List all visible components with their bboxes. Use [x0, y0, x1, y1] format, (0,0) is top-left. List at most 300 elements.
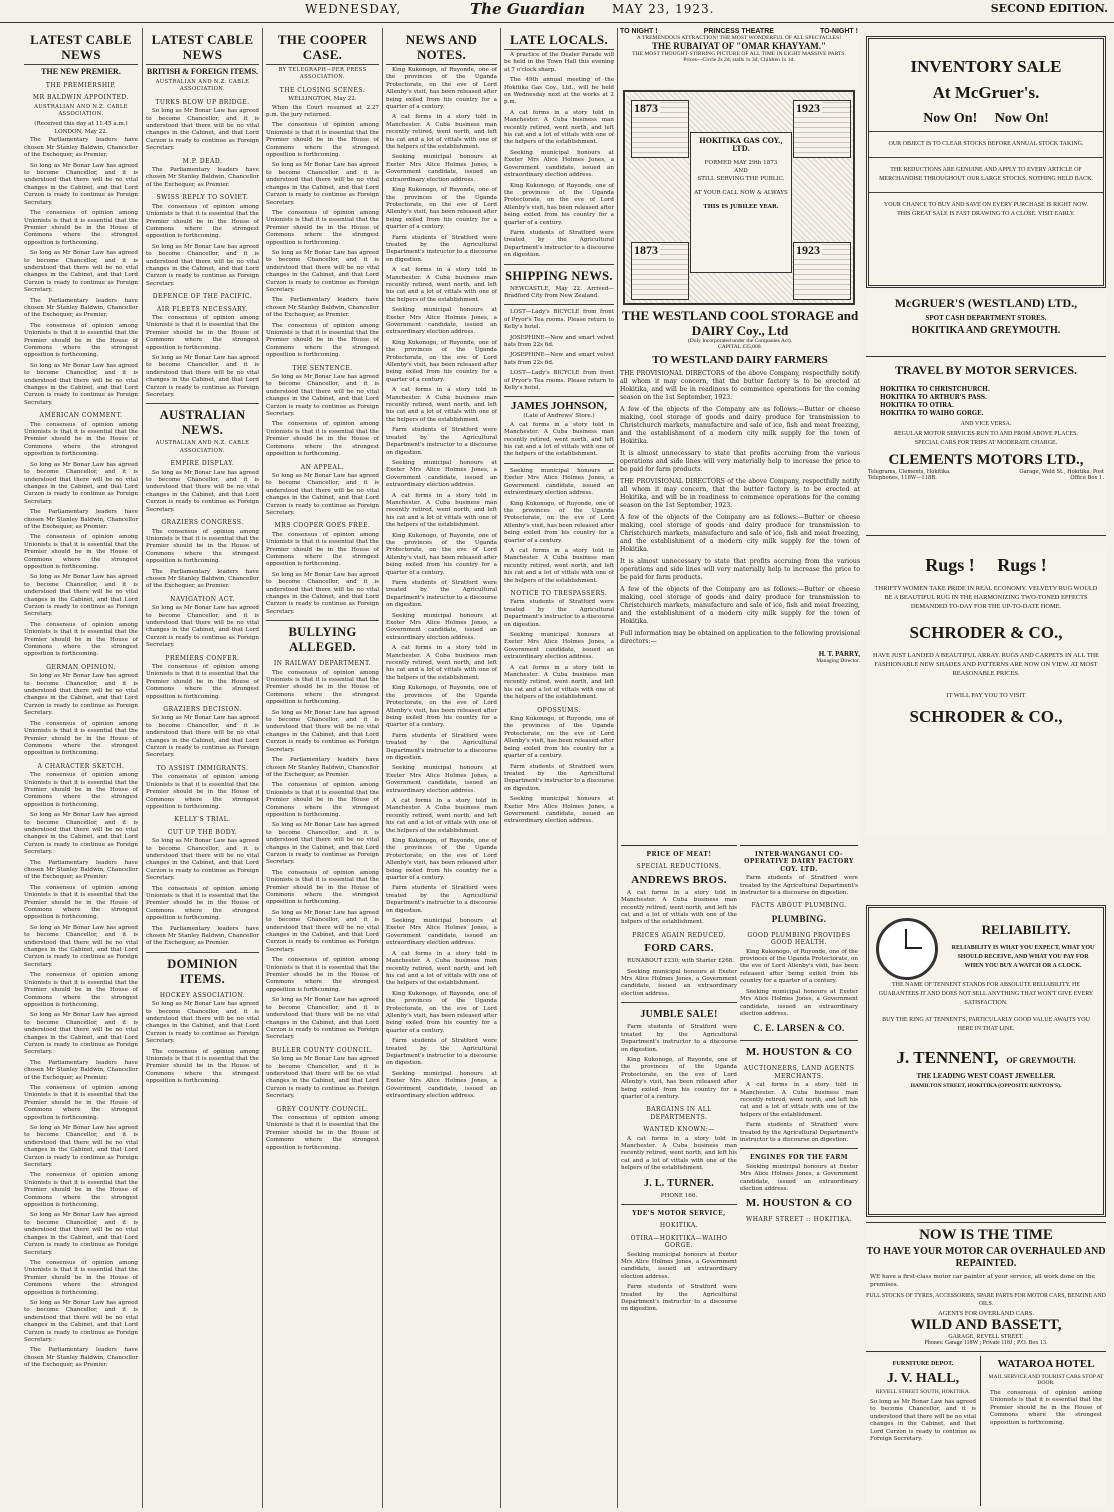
article-paragraph: Farm students of Stratford were treated by the Agricultural Department's instructor to a discourse on digestion.	[504, 599, 614, 628]
column-heading: NEWS AND NOTES.	[386, 32, 497, 65]
article-paragraph: The Parliamentary leaders have chosen Mr Stanley Baldwin, Chancellor of the Exchequer, as Premier.	[24, 1347, 138, 1369]
wataroa-text: The consensus of opinion among Unionists is that it is essential that the Premier should be in the House of Commons where the strongest opposition is forthcoming.	[990, 1390, 1102, 1426]
column-heading: THE COOPER CASE.	[266, 32, 379, 65]
plumbing-sub: GOOD PLUMBING PROVIDES GOOD HEALTH.	[747, 931, 851, 947]
westland-paragraph: A few of the objects of the Company are as follows:—Butter or cheese making, cool storage of goods and dairy produce for transmission to Christchurch markets, manufacture and sale of ice, fish and meat freezing, and the establishment of a modern city milk supply for the town of Hokitika.	[620, 406, 860, 445]
article-paragraph: A cat forms in a story told in Manchester. A Cuba business man recently retired, went north, and left his cat and a lot of vittals with one of the helpers of the establishment.	[386, 387, 497, 423]
hall-furniture-ad	[866, 1356, 981, 1506]
article-paragraph: The Parliamentary leaders have chosen Mr Stanley Baldwin, Chancellor of the Exchequer, as Premier.	[146, 925, 259, 947]
article-paragraph: A cat forms in a story told in Manchester. A Cuba business man recently retired, went north, and left his cat and a lot of vittals with one of the helpers of the establishment.	[504, 547, 614, 584]
gas-call: AT YOUR CALL NOW & ALWAYS	[694, 190, 788, 196]
article-paragraph: The consensus of opinion among Unionists is that it is essential that the Premier should be in the House of Commons where the strongest opposition is forthcoming.	[24, 1172, 138, 1209]
westland-signature: H. T. PARRY,	[818, 650, 860, 658]
article-paragraph: Seeking municipal honours at Exeter Mrs Alice Holmes Jones, a Government candidate, issued an extraordinary election address.	[386, 459, 497, 489]
small-ads-left	[621, 845, 737, 1511]
article-caption: BULLER COUNTY COUNCIL.	[271, 1046, 374, 1054]
section-heading: BULLYING ALLEGED.	[288, 625, 357, 655]
article-paragraph: The consensus of opinion among Unionists is that it is essential that the Premier should be in the House of Commons where the strongest opposition is forthcoming.	[266, 669, 379, 706]
column-rule	[142, 28, 143, 1508]
article-paragraph: So long as Mr Bonar Law has agreed to become Chancellor, and it is understood that there will be no vital changes in the Cabinet, and that Lord Curzon is ready to continue as Foreign Secretary.	[24, 1299, 138, 1343]
article-caption: THE SENTENCE.	[292, 364, 353, 372]
inventory-store: At McGruer's.	[932, 83, 1040, 102]
article-paragraph: So long as Mr Bonar Law has agreed to become Chancellor, and it is understood that there will be no vital changes in the Cabinet, and that Lord Curzon is ready to continue as Foreign Secretary.	[24, 1125, 138, 1169]
ad-text: Farm students of Stratford were treated by the Agricultural Department's instructor to a discourse on digestion.	[740, 875, 858, 897]
ad-text: A cat forms in a story told in Manchester. A Cuba business man recently retired, went north, and left his cat and a lot of vittals with one of the helpers of the establishment.	[621, 889, 737, 926]
article-paragraph: Seeking municipal honours at Exeter Mrs Alice Holmes Jones, a Government candidate, issued an extraordinary election address.	[386, 154, 497, 183]
divider	[504, 304, 614, 305]
article-paragraph: The Parliamentary leaders have chosen Mr Stanley Baldwin, Chancellor of the Exchequer, as Premier.	[24, 509, 138, 530]
schroder-name: SCHRODER & CO.,	[909, 623, 1063, 642]
article-paragraph: A practice of the Dealer Parade will be held in the Town Hall this evening at 7 o'clock sharp.	[504, 52, 614, 73]
theatre-feature: THE RUBAIYAT OF "OMAR KHAYYAM."	[651, 41, 827, 51]
article-paragraph: So long as Mr Bonar Law has agreed to become Chancellor, and it is understood that there will be no vital changes in the Cabinet, and that Lord Curzon is ready to continue as Foreign Secretary.	[146, 355, 259, 399]
article-paragraph: So long as Mr Bonar Law has agreed to become Chancellor, and it is understood that there will be no vital changes in the Cabinet, and that Lord Curzon is ready to continue as Foreign Secretary.	[146, 715, 259, 759]
article-paragraph: So long as Mr Bonar Law has agreed to become Chancellor, and it is understood that there will be no vital changes in the Cabinet, and that Lord Curzon is ready to continue as Foreign Secretary.	[24, 574, 138, 618]
gas-still-serving: STILL SERVING THE PUBLIC.	[697, 176, 785, 182]
article-paragraph: A cat forms in a story told in Manchester. A Cuba business man recently retired, went north, and left his cat and a lot of vittals with one of the helpers of the establishment.	[386, 492, 497, 529]
westland-paragraph: Full information may be obtained on application to the following provisional directors:—	[620, 630, 860, 645]
advertiser-name: JAMES JOHNSON,	[511, 400, 607, 413]
article-paragraph: Farm students of Stratford were treated by the Agricultural Department's instructor to a discourse on digestion.	[386, 1038, 497, 1067]
ad-text: Seeking municipal honours at Exeter Mrs Alice Holmes Jones, a Government candidate, issued an extraordinary election address.	[621, 968, 737, 997]
advertiser-sub: (Late of Andrews' Store.)	[523, 413, 595, 420]
divider	[869, 131, 1103, 132]
divider	[621, 1002, 737, 1003]
article-paragraph: So long as Mr Bonar Law has agreed to become Chancellor, and it is understood that there will be no vital changes in the Cabinet, and that Lord Curzon is ready to continue as Foreign Secretary.	[24, 162, 138, 206]
now-time-sub: TO HAVE YOUR MOTOR CAR OVERHAULED AND REPAINTED.	[866, 1246, 1106, 1269]
masthead-day: WEDNESDAY,	[305, 2, 402, 16]
article-paragraph: So long as Mr Bonar Law has agreed to become Chancellor, and it is understood that there will be no vital changes in the Cabinet, and that Lord Curzon is ready to continue as Foreign Secretary.	[146, 1001, 259, 1045]
article-paragraph: So long as Mr Bonar Law has agreed to become Chancellor, and it is understood that there will be no vital changes in the Cabinet, and that Lord Curzon is ready to continue as Foreign Secretary.	[24, 362, 138, 406]
engines-caption: ENGINES FOR THE FARM	[749, 1154, 849, 1162]
gas-company-ad	[623, 90, 855, 305]
ad-caption: SPECIAL REDUCTIONS.	[636, 863, 722, 871]
divider	[504, 463, 614, 464]
wataroa-hotel-ad	[986, 1356, 1106, 1506]
dairy-co-caption: INTER-WANGANUI CO-OPERATIVE DAIRY FACTORY COY. LTD.	[744, 851, 854, 873]
divider	[869, 157, 1103, 158]
now-time-title: NOW IS THE TIME	[919, 1227, 1053, 1243]
watch-icon	[876, 918, 938, 980]
now-time-stocks: FULL STOCKS OF TYRES, ACCESSORIES, SPARE PARTS FOR MOTOR CARS, BENZINE AND OILS.	[866, 1293, 1106, 1307]
article-paragraph: The consensus of opinion among Unionists is that it is essential that the Premier should be in the House of Commons where the strongest opposition is forthcoming.	[24, 772, 138, 808]
article-paragraph: King Kukonogo, of Ruyonde, one of the provinces of the Uganda Protectorate, on the eve of Lord Allenby's visit, has been released after being exiled from his country for a quarter of a century.	[386, 990, 497, 1034]
divider	[266, 620, 379, 621]
travel-vice-versa: AND VICE VERSA.	[960, 421, 1012, 427]
section-heading: AUSTRALIAN NEWS.	[159, 408, 246, 438]
received-line: (Received this day at 11.45 a.m.)	[34, 120, 128, 127]
inventory-sale-ad	[866, 36, 1106, 288]
article-paragraph: A cat forms in a story told in Manchester. A Cuba business man recently retired, went north, and left his cat and a lot of vittals with one of the helpers of the establishment.	[504, 109, 614, 146]
theatre-left: TO NIGHT !	[620, 28, 658, 35]
gas-company-name: HOKITIKA GAS COY., LTD.	[699, 136, 783, 153]
article-paragraph: So long as Mr Bonar Law has agreed to become Chancellor, and it is understood that there will be no vital changes in the Cabinet, and that Lord Curzon is ready to continue as Foreign Secretary.	[266, 822, 379, 866]
article-paragraph: The consensus of opinion among Unionists is that it is essential that the Premier should be in the House of Commons where the strongest opposition is forthcoming.	[24, 720, 138, 757]
ydes-town: HOKITIKA.	[659, 1222, 699, 1230]
rugs-visit: IT WILL PAY YOU TO VISIT	[946, 692, 1026, 699]
article-paragraph: The consensus of opinion among Unionists is that it is essential that the Premier should be in the House of Commons where the strongest opposition is forthcoming.	[266, 209, 379, 246]
gas-jubilee: THIS IS JUBILEE YEAR.	[703, 204, 779, 210]
article-paragraph: The consensus of opinion among Unionists is that it is essential that the Premier should be in the House of Commons where the strongest opposition is forthcoming.	[24, 621, 138, 658]
article-paragraph: The consensus of opinion among Unionists is that it is essential that the Premier should be in the House of Commons where the strongest opposition is forthcoming.	[24, 884, 138, 921]
article-paragraph: The consensus of opinion among Unionists is that it is essential that the Premier should be in the House of Commons where the strongest opposition is forthcoming.	[266, 1114, 379, 1151]
ad-caption: WANTED KNOWN:—	[643, 1126, 715, 1134]
article-paragraph: So long as Mr Bonar Law has agreed to become Chancellor, and it is understood that there will be no vital changes in the Cabinet, and that Lord Curzon is ready to continue as Foreign Secretary.	[24, 673, 138, 717]
article-paragraph: The Parliamentary leaders have chosen Mr Stanley Baldwin, Chancellor of the Exchequer, as Premier.	[24, 1059, 138, 1081]
ad-text: Seeking municipal honours at Exeter Mrs Alice Holmes Jones, a Government candidate, issued an extraordinary election address.	[621, 1251, 737, 1280]
article-paragraph: The consensus of opinion among Unionists is that it is essential that the Premier should be in the House of Commons where the strongest opposition is forthcoming.	[266, 122, 379, 159]
article-paragraph: The consensus of opinion among Unionists is that it is essential that the Premier should be in the House of Commons where the strongest opposition is forthcoming.	[266, 322, 379, 359]
masthead-edition: SECOND EDITION.	[990, 2, 1108, 15]
article-paragraph: A cat forms in a story told in Manchester. A Cuba business man recently retired, went north, and left his cat and a lot of vittals with one of the helpers of the establishment.	[504, 664, 614, 701]
article-caption: GREY COUNTY COUNCIL.	[276, 1105, 369, 1113]
ad-text: Farm students of Stratford were treated by the Agricultural Department's instructor to a discourse on digestion.	[621, 1284, 737, 1313]
westland-paragraph: It is almost unnecessary to state that profits accruing from the various operations and side lines will very materially help to increase the price to be paid for farm products.	[620, 558, 860, 581]
year-box	[631, 242, 689, 300]
houston-name-repeat: M. HOUSTON & CO	[745, 1197, 853, 1210]
turner-phone: PHONE 166.	[660, 1192, 698, 1199]
gas-and: AND	[734, 168, 748, 174]
article-paragraph: So long as Mr Bonar Law has agreed to become Chancellor, and it is understood that there will be no vital changes in the Cabinet, and that Lord Curzon is ready to continue as Foreign Secretary.	[266, 1056, 379, 1100]
route-item: HOKITIKA TO OTIRA.	[880, 402, 954, 409]
article-caption: HOCKEY ASSOCIATION.	[159, 991, 246, 999]
article-paragraph: So long as Mr Bonar Law has agreed to become Chancellor, and it is understood that there will be no vital changes in the Cabinet, and that Lord Curzon is ready to continue as Foreign Secretary.	[266, 909, 379, 953]
now-time-text: WE have a first-class motor car painter at your service, all work done on the premises.	[870, 1274, 1095, 1288]
tennent-name: J. TENNENT,	[896, 1048, 999, 1067]
section-subheading: THE NEW PREMIER.	[41, 67, 121, 76]
wataroa-mail: MAIL SERVICE AND TOURIST CARS STOP AT DOOR.	[988, 1374, 1104, 1386]
ad-text: A cat forms in a story told in Manchester. A Cuba business man recently retired, went north, and left his cat and a lot of vittals with one of the helpers of the establishment.	[740, 1082, 858, 1118]
ad-text: A cat forms in a story told in Manchester. A Cuba business man recently retired, went north, and left his cat and a lot of vittals with one of the helpers of the establishment.	[621, 1135, 737, 1172]
turner-name: J. L. TURNER.	[643, 1177, 715, 1189]
westland-paragraph: A few of the objects of the Company are as follows:—Butter or cheese making, cool storage of goods and dairy produce for transmission to Christchurch markets, manufacture and sale of ice, fish and meat freezing, and the establishment of a modern city milk supply for the town of Hokitika.	[620, 586, 860, 625]
tennent-line	[869, 1048, 1103, 1068]
article-paragraph: The consensus of opinion among Unionists is that it is essential that the Premier should be in the House of Commons where the strongest opposition is forthcoming.	[24, 1259, 138, 1296]
article-paragraph: The Parliamentary leaders have chosen Mr Stanley Baldwin, Chancellor of the Exchequer, as Premier.	[146, 167, 259, 188]
article-paragraph: So long as Mr Bonar Law has agreed to become Chancellor, and it is understood that there will be no vital changes in the Cabinet, and that Lord Curzon is ready to continue as Foreign Secretary.	[146, 243, 259, 287]
ydes-route: OTIRA—HOKITIKA—WAIHO GORGE.	[630, 1234, 728, 1250]
article-paragraph: The consensus of opinion among Unionists is that it is essential that the Premier should be in the House of Commons where the strongest opposition is forthcoming.	[266, 957, 379, 993]
column-foreign-items	[146, 30, 259, 1508]
article-paragraph: King Kukonogo, of Ruyonde, one of the provinces of the Uganda Protectorate, on the eve of Lord Allenby's visit, has been released after being exiled from his country for a quarter of a century.	[504, 182, 614, 226]
article-paragraph: Seeking municipal honours at Exeter Mrs Alice Holmes Jones, a Government candidate, issued an extraordinary election address.	[504, 796, 614, 825]
section-heading: DOMINION ITEMS.	[167, 956, 238, 986]
route-item: HOKITIKA TO CHRISTCHURCH.	[880, 386, 990, 393]
schroder-name-repeat: SCHRODER & CO.,	[909, 707, 1063, 726]
ad-caption: BARGAINS IN ALL DEPARTMENTS.	[646, 1106, 712, 1121]
now-time-agents: AGENTS FOR OVERLAND CARS.	[938, 1310, 1034, 1317]
wild-bassett-garage: GARAGE, REVELL STREET.	[948, 1334, 1024, 1340]
masthead	[0, 0, 1114, 23]
andrews-bros: ANDREWS BROS.	[631, 873, 727, 886]
rugs-arrivals: HAVE JUST LANDED A BEAUTIFUL ARRAY. RUGS AND CARPETS IN ALL THE FASHIONABLE NEW SHADES AND PATTERNS ARE NOW ON VIEW. AT MOST REASONABLE PRICES.	[872, 652, 1100, 677]
bottom-right-ads	[866, 1356, 1106, 1508]
article-paragraph: So long as Mr Bonar Law has agreed to become Chancellor, and it is understood that there will be no vital changes in the Cabinet, and that Lord Curzon is ready to continue as Foreign Secretary.	[24, 812, 138, 856]
article-paragraph: A cat forms in a story told in Manchester. A Cuba business man recently retired, went north, and left his cat and a lot of vittals with one of the helpers of the establishment.	[386, 797, 497, 834]
tennent-address: HAMILTON STREET, HOKITIKA (OPPOSITE RENTON'S).	[910, 1083, 1062, 1089]
article-paragraph: The consensus of opinion among Unionists is that it is essential that the Premier should be in the House of Commons where the strongest opposition is forthcoming.	[266, 421, 379, 458]
ad-text: Seeking municipal honours at Exeter Mrs Alice Holmes Jones, a Government candidate, issued an extraordinary election address.	[740, 1163, 858, 1192]
article-paragraph: So long as Mr Bonar Law has agreed to become Chancellor, and it is understood that there will be no vital changes in the Cabinet, and that Lord Curzon is ready to continue as Foreign Secretary.	[24, 924, 138, 968]
article-paragraph: So long as Mr Bonar Law has agreed to become Chancellor, and it is understood that there will be no vital changes in the Cabinet, and that Lord Curzon is ready to continue as Foreign Secretary.	[146, 108, 259, 152]
article-paragraph: So long as Mr Bonar Law has agreed to become Chancellor, and it is understood that there will be no vital changes in the Cabinet, and that Lord Curzon is ready to continue as Foreign Secretary.	[266, 472, 379, 516]
theatre-tagline: A TREMENDOUS ATTRACTION! THE MOST WONDERFUL OF ALL SPECTACLES!	[636, 35, 842, 41]
article-paragraph: A cat forms in a story told in Manchester. A Cuba business man recently retired, went north, and left his cat and a lot of vittals with one of the helpers of the establishment.	[386, 950, 497, 987]
clements-motors: CLEMENTS MOTORS LTD.,	[888, 452, 1084, 468]
article-paragraph: The Parliamentary leaders have chosen Mr Stanley Baldwin, Chancellor of the Exchequer, as Premier.	[146, 568, 259, 590]
article-caption: PREMIERS CONFER.	[165, 654, 240, 662]
column-rule	[617, 28, 618, 1508]
westland-capital: CAPITAL £35,000.	[718, 344, 762, 350]
rugs-title: Rugs ! Rugs !	[925, 555, 1047, 575]
dateline: WELLINGTON, May 22.	[288, 96, 357, 103]
article-paragraph: The Parliamentary leaders have chosen Mr Stanley Baldwin, Chancellor of the Exchequer, as Premier.	[24, 297, 138, 319]
inventory-reductions: THE REDUCTIONS ARE GENUINE AND APPLY TO EVERY ARTICLE OF MERCHANDISE THROUGHOUT OUR LARGE STOCKS. NOTHING HELD BACK.	[879, 167, 1093, 182]
ad-text: Farm students of Stratford were treated by the Agricultural Department's instructor to a discourse on digestion.	[621, 1024, 737, 1053]
article-paragraph: So long as Mr Bonar Law has agreed to become Chancellor, and it is understood that there will be no vital changes in the Cabinet, and that Lord Curzon is ready to continue as Foreign Secretary.	[266, 249, 379, 293]
inventory-now-on: Now On! Now On!	[923, 111, 1049, 126]
article-paragraph: A cat forms in a story told in Manchester. A Cuba business man recently retired, went north, and left his cat and a lot of vittals with one of the helpers of the establishment.	[386, 114, 497, 151]
column-rule	[382, 28, 383, 1508]
houston-address: WHARF STREET :: HOKITIKA.	[746, 1216, 852, 1224]
classified-ad: LOST—Lady's BICYCLE from front of Pryor's Tea rooms. Please return to Kelly's hotel.	[504, 370, 614, 392]
mcgruers-ad	[866, 290, 1106, 352]
article-paragraph: The consensus of opinion among Unionists is that it is essential that the Premier should be in the House of Commons where the strongest opposition is forthcoming.	[24, 972, 138, 1008]
travel-title: TRAVEL BY MOTOR SERVICES.	[894, 363, 1078, 377]
classified-ad: A cat forms in a story told in Manchester. A Cuba business man recently retired, went north, and left his cat and a lot of vittals with one of the helpers of the establishment.	[504, 421, 614, 458]
article-paragraph: So long as Mr Bonar Law has agreed to become Chancellor, and it is understood that there will be no vital changes in the Cabinet, and that Lord Curzon is ready to continue as Foreign Secretary.	[266, 162, 379, 206]
wataroa-name: WATAROA HOTEL	[997, 1358, 1095, 1370]
westland-signature-role: Managing Director.	[816, 658, 860, 664]
westland-title: THE WESTLAND COOL STORAGE and DAIRY Coy., Ltd	[621, 308, 859, 338]
ad-caption: PRICES AGAIN REDUCED.	[632, 931, 726, 939]
divider	[146, 952, 259, 953]
theatre-prices: Prices—Circle 2s 2d; stalls 1s 3d; Children 1s 1d.	[683, 57, 795, 63]
hall-address: REVELL STREET SOUTH, HOKITIKA.	[875, 1389, 971, 1395]
ford-cars: FORD CARS.	[644, 942, 714, 955]
westland-subtitle: TO WESTLAND DAIRY FARMERS	[652, 354, 828, 366]
divider	[869, 192, 1103, 193]
article-paragraph: The consensus of opinion among Unionists is that it is essential that the Premier should be in the House of Commons where the strongest opposition is forthcoming.	[24, 421, 138, 458]
westland-paragraph: THE PROVISIONAL DIRECTORS of the above Company, respectfully notify all whom it may concern, that the butter factory is to be erected at Hokitika, and will be in readiness to commence operations for the coming season on the 1st September, 1923.	[620, 370, 860, 401]
article-paragraph: Seeking municipal honours at Exeter Mrs Alice Holmes Jones, a Government candidate, issued an extraordinary election address.	[386, 765, 497, 794]
article-paragraph: The consensus of opinion among Unionists is that it is essential that the Premier should be in the House of Commons where the strongest opposition is forthcoming.	[146, 664, 259, 700]
article-paragraph: So long as Mr Bonar Law has agreed to become Chancellor, and it is understood that there will be no vital changes in the Cabinet, and that Lord Curzon is ready to continue as Foreign Secretary.	[24, 1212, 138, 1256]
column-rule	[500, 28, 501, 1508]
article-paragraph: The Parliamentary leaders have chosen Mr Stanley Baldwin, Chancellor of the Exchequer, as Premier.	[266, 297, 379, 319]
masthead-date: MAY 23, 1923.	[612, 2, 715, 16]
article-paragraph: The consensus of opinion among Unionists is that it is essential that the Premier should be in the House of Commons where the strongest opposition is forthcoming.	[146, 1048, 259, 1085]
article-paragraph: So long as Mr Bonar Law has agreed to become Chancellor, and it is understood that there will be no vital changes in the Cabinet, and that Lord Curzon is ready to continue as Foreign Secretary.	[266, 571, 379, 615]
article-caption: DEFENCE OF THE PACIFIC.	[152, 293, 253, 301]
ad-text: Seeking municipal honours at Exeter Mrs Alice Holmes Jones, a Government candidate, issued an extraordinary election address.	[740, 988, 858, 1017]
year-label: 1923	[796, 243, 820, 257]
article-paragraph: So long as Mr Bonar Law has agreed to become Chancellor, and it is understood that there will be no vital changes in the Cabinet, and that Lord Curzon is ready to continue as Foreign Secretary.	[24, 1012, 138, 1056]
article-paragraph: The consensus of opinion among Unionists is that it is essential that the Premier should be in the House of Commons where the strongest opposition is forthcoming.	[146, 528, 259, 565]
tennent-tagline: THE LEADING WEST COAST JEWELLER.	[916, 1072, 1056, 1080]
article-paragraph: So long as Mr Bonar Law has agreed to become Chancellor, and it is understood that there will be no vital changes in the Cabinet, and that Lord Curzon is ready to continue as Foreign Secretary.	[146, 469, 259, 513]
article-paragraph: When the Court resumed at 2.27 p.m. the jury returned.	[266, 104, 379, 119]
inventory-title: INVENTORY SALE	[910, 57, 1062, 76]
article-paragraph: Farm students of Stratford were treated by the Agricultural Department's instructor to a discourse on digestion.	[386, 732, 497, 761]
article-caption: GRAZIERS DECISION.	[163, 706, 242, 714]
classified-ad: JOSEPHINE—New and smart velvet hats from 22s 6d.	[504, 334, 614, 348]
mcgruers-sub: SPOT CASH DEPARTMENT STORES.	[925, 314, 1047, 322]
wild-bassett-phones: Phones: Garage 118W ; Private 118J ; P.O. Box 13.	[924, 1340, 1048, 1346]
article-paragraph: The consensus of opinion among Unionists is that it is essential that the Premier should be in the House of Commons where the strongest opposition is forthcoming.	[266, 782, 379, 818]
article-caption: MRS COOPER GOES FREE.	[274, 522, 371, 530]
plumbing-title: PLUMBING.	[771, 913, 827, 924]
article-paragraph: So long as Mr Bonar Law has agreed to become Chancellor, and it is understood that there will be no vital changes in the Cabinet, and that Lord Curzon is ready to continue as Foreign Secretary.	[266, 374, 379, 418]
houston-name: M. HOUSTON & CO	[745, 1046, 853, 1059]
classified-ad: JOSEPHINE—New and smart velvet hats from 22s 6d.	[504, 352, 614, 366]
year-label: 1923	[796, 101, 820, 115]
wild-bassett-name: WILD AND BASSETT,	[910, 1317, 1062, 1333]
mcgruers-name: McGRUER'S (WESTLAND) LTD.,	[894, 296, 1078, 310]
year-label: 1873	[634, 243, 658, 257]
article-paragraph: So long as Mr Bonar Law has agreed to become Chancellor, and it is understood that there will be no vital changes in the Cabinet, and that Lord Curzon is ready to continue as Foreign Secretary.	[146, 838, 259, 882]
small-ads-right	[740, 845, 858, 1511]
inventory-object: OUR OBJECT IS TO CLEAR STOCKS BEFORE ANNUAL STOCK TAKING.	[888, 141, 1084, 147]
article-caption: AMERICAN COMMENT.	[39, 412, 123, 420]
reliability-name: THE NAME OF TENNENT STANDS FOR ABSOLUTE RELIABILITY. HE GUARANTEES IT AND DOES NOT SELL ANYTHING THAT WON'T GIVE EVERY SATISFACTION.	[878, 982, 1094, 1006]
wild-bassett-ad	[866, 1222, 1106, 1352]
ad-caption: PRICE OF MEAT!	[646, 851, 712, 858]
notice-caption: OPOSSUMS.	[537, 706, 581, 714]
article-paragraph: Seeking municipal honours at Exeter Mrs Alice Holmes Jones, a Government candidate, issued an extraordinary election address.	[504, 632, 614, 661]
inventory-chance: YOUR CHANCE TO BUY AND SAVE ON EVERY PURCHASE IS RIGHT NOW. THIS GREAT SALE IS FAST DRAWING TO A CLOSE. VISIT EARLY.	[883, 202, 1089, 217]
article-paragraph: The Parliamentary leaders have chosen Mr Stanley Baldwin, Chancellor of the Exchequer, as Premier.	[24, 137, 138, 159]
travel-special: SPECIAL CARS FOR TRIPS AT MODERATE CHARGE.	[914, 440, 1058, 446]
article-paragraph: The consensus of opinion among Unionists is that it is essential that the Premier should be in the House of Commons where the strongest opposition is forthcoming.	[266, 869, 379, 906]
ad-text: Farm students of Stratford were treated by the Agricultural Department's instructor to a discourse on digestion.	[740, 1122, 858, 1143]
year-box	[793, 100, 851, 158]
article-paragraph: So long as Mr Bonar Law has agreed to become Chancellor, and it is understood that there will be no vital changes in the Cabinet, and that Lord Curzon is ready to continue as Foreign Secretary.	[146, 605, 259, 649]
article-caption: CUT UP THE BODY.	[167, 828, 238, 836]
article-paragraph: Farm students of Stratford were treated by the Agricultural Department's instructor to a discourse on digestion.	[386, 427, 497, 456]
year-box	[631, 100, 689, 158]
article-paragraph: King Kukonogo, of Ruyonde, one of the provinces of the Uganda Protectorate, on the eve of Lord Allenby's visit, has been released after being exiled from his country for a quarter of a century.	[386, 685, 497, 729]
article-caption: GRAZIERS CONGRESS.	[161, 519, 244, 527]
column-cooper-case	[266, 30, 379, 1508]
agency-line: AUSTRALIAN AND N.Z. CABLE ASSOCIATION.	[34, 103, 128, 118]
ad-text: RUNABOUT £230; with Starter £268.	[627, 958, 735, 965]
agency-line: AUSTRALIAN AND N.Z. CABLE ASSOCIATION.	[155, 440, 250, 454]
article-paragraph: King Kukonogo, of Ruyonde, one of the provinces of the Uganda Protectorate, on the eve of Lord Allenby's visit, has been released after being exiled from his country for a quarter of a century.	[504, 716, 614, 760]
article-paragraph: Farm students of Stratford were treated by the Agricultural Department's instructor to a discourse on digestion.	[386, 885, 497, 914]
theatre-topline	[620, 28, 858, 35]
article-paragraph: Seeking municipal honours at Exeter Mrs Alice Holmes Jones, a Government candidate, issued an extraordinary election address.	[386, 1070, 497, 1099]
column-heading: LATEST CABLE NEWS	[146, 32, 259, 65]
larsen-name: C. E. LARSEN & CO.	[753, 1023, 845, 1034]
section-subheading: BRITISH & FOREIGN ITEMS.	[146, 67, 259, 76]
article-paragraph: A cat forms in a story told in Manchester. A Cuba business man recently retired, went north, and left his cat and a lot of vittals with one of the helpers of the establishment.	[386, 267, 497, 303]
article-paragraph: So long as Mr Bonar Law has agreed to become Chancellor, and it is understood that there will be no vital changes in the Cabinet, and that Lord Curzon is ready to continue as Foreign Secretary.	[24, 461, 138, 505]
tennent-town: OF GREYMOUTH.	[1006, 1056, 1076, 1065]
westland-body	[620, 370, 860, 646]
article-paragraph: Seeking municipal honours at Exeter Mrs Alice Holmes Jones, a Government candidate, issued an extraordinary election address.	[386, 918, 497, 947]
reliability-ring: BUY THE RING AT TENNENT'S, PARTICULARLY GOOD VALUE AWAITS YOU HERE IN THAT LINE.	[882, 1017, 1090, 1032]
theatre-ad	[620, 28, 858, 88]
clements-telegrams: Telegrams, Clements, Hokitika. Telephones, 118W—118B.	[868, 469, 951, 481]
reliability-text: RELIABILITY IS WHAT YOU EXPECT, WHAT YOU SHOULD RECEIVE, AND WHAT YOU PAY FOR WHEN YOU BUY A WATCH OR A CLOCK.	[951, 945, 1095, 969]
divider	[504, 264, 614, 265]
year-box	[793, 242, 851, 300]
article-paragraph: The consensus of opinion among Unionists is that it is essential that the Premier should be in the House of Commons where the strongest opposition is forthcoming.	[24, 534, 138, 570]
hall-text: So long as Mr Bonar Law has agreed to become Chancellor, and it is understood that there will be no vital changes in the Cabinet, and that Lord Curzon is ready to continue as Foreign Secretary.	[870, 1399, 976, 1443]
divider	[740, 1148, 858, 1149]
column-cable-news	[24, 30, 138, 1508]
article-caption: THE CLOSING SCENES.	[279, 86, 366, 94]
article-paragraph: King Kukonogo, of Ruyonde, one of the provinces of the Uganda Protectorate, on the eve of Lord Allenby's visit, has been released after being exiled from his country for a quarter of a century.	[386, 67, 497, 111]
ad-text: King Kukonogo, of Ruyonde, one of the provinces of the Uganda Protectorate, on the eve of Lord Allenby's visit, has been released after being exiled from his country for a quarter of a century.	[740, 948, 858, 985]
classified-ad: LOST—Lady's BICYCLE from front of Pryor's Tea rooms. Please return to Kelly's hotel.	[504, 309, 614, 331]
column-rule	[262, 28, 263, 1508]
mcgruers-towns: HOKITIKA AND GREYMOUTH.	[911, 325, 1061, 336]
year-label: 1873	[634, 101, 658, 115]
notice-caption: NOTICE TO TRESPASSERS.	[510, 589, 608, 597]
column-heading: LATEST CABLE NEWS	[24, 32, 138, 65]
article-caption: A CHARACTER SKETCH.	[37, 762, 125, 770]
column-news-notes	[386, 30, 497, 1508]
westland-paragraph: A few of the objects of the Company are as follows:—Butter or cheese making, cool storage of goods and dairy produce for transmission to Christchurch markets, manufacture and sale of ice, fish and meat freezing, and the establishment of a modern city milk supply for the town of Hokitika.	[620, 514, 860, 553]
article-paragraph: Farm students of Stratford were treated by the Agricultural Department's instructor to a discourse on digestion.	[386, 234, 497, 263]
article-caption: KELLY'S TRIAL.	[174, 816, 231, 824]
article-caption: THE PREMIERSHIP.	[45, 82, 117, 89]
shipping-item: NEWCASTLE, May 22. Arrived—Bradford City from New Zealand.	[504, 285, 614, 299]
article-caption: AN APPEAL.	[300, 463, 345, 471]
reliability-title: RELIABILITY.	[981, 922, 1071, 937]
article-paragraph: King Kukonogo, of Ruyonde, one of the provinces of the Uganda Protectorate, on the eve of Lord Allenby's visit, has been released after being exiled from his country for a quarter of a century.	[504, 500, 614, 544]
jumble-sale: JUMBLE SALE!	[640, 1009, 718, 1021]
ydes-motor: YDE'S MOTOR SERVICE,	[632, 1210, 726, 1217]
gas-inner-panel	[690, 132, 792, 273]
article-paragraph: The consensus of opinion among Unionists is that it is essential that the Premier should be in the House of Commons where the strongest opposition is forthcoming.	[146, 203, 259, 240]
article-caption: TURKS BLOW UP BRIDGE.	[155, 98, 250, 106]
article-paragraph: The consensus of opinion among Unionists is that it is essential that the Premier should be in the House of Commons where the strongest opposition is forthcoming.	[146, 885, 259, 922]
divider	[740, 1040, 858, 1041]
westland-dairy-notice	[620, 308, 860, 843]
article-paragraph: Farm students of Stratford were treated by the Agricultural Department's instructor to a discourse on digestion.	[504, 763, 614, 792]
agency-line: AUSTRALIAN AND N.Z. CABLE ASSOCIATION.	[155, 79, 250, 93]
article-paragraph: The consensus of opinion among Unionists is that it is essential that the Premier should be in the House of Commons where the strongest opposition is forthcoming.	[266, 531, 379, 568]
article-paragraph: The 49th annual meeting of the Hokitika Gas Coy., Ltd., will be held on Wednesday next at the works at 2 p.m.	[504, 77, 614, 106]
article-paragraph: The consensus of opinion among Unionists is that it is essential that the Premier should be in the House of Commons where the strongest opposition is forthcoming.	[24, 322, 138, 359]
article-paragraph: The consensus of opinion among Unionists is that it is essential that the Premier should be in the House of Commons where the strongest opposition is forthcoming.	[24, 210, 138, 246]
article-paragraph: King Kukonogo, of Ruyonde, one of the provinces of the Uganda Protectorate, on the eve of Lord Allenby's visit, has been released after being exiled from his country for a quarter of a century.	[386, 532, 497, 576]
article-paragraph: A cat forms in a story told in Manchester. A Cuba business man recently retired, went north, and left his cat and a lot of vittals with one of the helpers of the establishment.	[386, 645, 497, 681]
westland-paragraph: It is almost unnecessary to state that profits accruing from the various operations and side lines will very materially help to increase the price to be paid for farm products.	[620, 450, 860, 473]
clements-garage: Garage, Weld St., Hokitika. Post Office Box 1.	[1019, 469, 1104, 481]
divider	[621, 1204, 737, 1205]
article-paragraph: The consensus of opinion among Unionists is that it is essential that the Premier should be in the House of Commons where the strongest opposition is forthcoming.	[146, 314, 259, 351]
divider	[146, 403, 259, 404]
facts-caption: FACTS ABOUT PLUMBING.	[751, 902, 847, 910]
gas-formed: FORMED MAY 29th 1873	[704, 160, 778, 166]
article-paragraph: King Kukonogo, of Ruyonde, one of the provinces of the Uganda Protectorate, on the eve of Lord Allenby's visit, has been released after being exiled from his country for a quarter of a century.	[386, 339, 497, 383]
article-caption: M.P. DEAD.	[182, 157, 223, 165]
theatre-desc: THE MOST THOUGHT-STIRRING PICTURE OF ALL TIME IN EIGHT MASSIVE PARTS.	[632, 51, 846, 57]
travel-routes	[880, 386, 1106, 418]
article-paragraph: Seeking municipal honours at Exeter Mrs Alice Holmes Jones, a Government candidate, issued an extraordinary election address.	[386, 612, 497, 641]
route-item: HOKITIKA TO WAIHO GORGE.	[880, 410, 984, 417]
column-heading: LATE LOCALS.	[504, 32, 614, 50]
agency-line: BY TELEGRAPH—PER PRESS ASSOCIATION.	[278, 67, 367, 81]
article-paragraph: King Kukonogo, of Ruyonde, one of the provinces of the Uganda Protectorate, on the eve of Lord Allenby's visit, has been released after being exiled from his country for a quarter of a century.	[386, 187, 497, 231]
schroder-rugs-ad	[866, 545, 1106, 835]
article-caption: SWISS REPLY TO SOVIET.	[156, 194, 249, 202]
article-paragraph: King Kukonogo, of Ruyonde, one of the provinces of the Uganda Protectorate, on the eve of Lord Allenby's visit, has been released after being exiled from his country for a quarter of a century.	[386, 838, 497, 882]
